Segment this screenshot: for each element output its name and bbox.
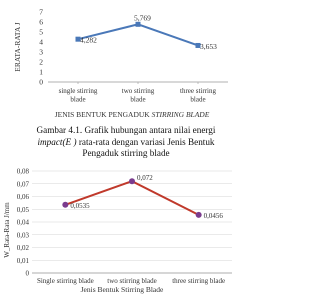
data-label: 0,0456 <box>203 211 223 220</box>
caption-line-2 <box>0 137 252 149</box>
y-tick-label: 1 <box>39 67 43 77</box>
caption-line-1: Gambar 4.1. Grafik hubungan antara nilai energi <box>36 125 216 135</box>
y-tick-label: 3 <box>39 47 43 57</box>
y-axis-title: ERATA-RATA J <box>13 22 22 72</box>
caption-line-2-rest: rata-rata dengan variasi Jenis Bentuk <box>76 136 215 147</box>
data-point <box>196 212 202 218</box>
x-tick-label: single stirring blade <box>58 87 98 104</box>
y-tick-label: 4 <box>39 37 43 47</box>
caption-line-3: Pengaduk stirring blade <box>82 148 170 158</box>
data-label: 5,769 <box>134 13 151 23</box>
y-tick-label: 0 <box>25 269 29 278</box>
y-tick-label: 0,02 <box>16 244 29 252</box>
x-axis-title: JENIS BENTUK PENGADUK STIRRING BLADE <box>54 110 210 119</box>
y-tick-label: 5 <box>39 27 43 37</box>
x-tick-label: three stirring blade <box>172 277 226 285</box>
y-tick-label: 0,06 <box>16 193 29 201</box>
x-tick-label: two stirring blade <box>121 87 155 104</box>
series-line <box>65 181 198 215</box>
y-tick-label: 0 <box>39 77 43 87</box>
y-tick-label: 0,05 <box>16 205 29 214</box>
figure-caption <box>0 125 252 160</box>
y-axis-title: W_Rata-Rata J/mm <box>3 202 11 258</box>
y-tick-label: 7 <box>39 7 43 17</box>
y-tick-label: 2 <box>39 57 43 67</box>
data-point <box>129 178 135 184</box>
data-point <box>136 22 141 27</box>
wear-chart <box>0 163 252 300</box>
data-point <box>62 202 68 208</box>
y-tick-label: 0,07 <box>16 180 29 189</box>
energy-chart <box>0 0 252 122</box>
data-label: 0,0535 <box>70 201 90 210</box>
data-label: 0,072 <box>137 174 153 183</box>
y-tick-label: 0,01 <box>16 256 29 265</box>
data-label: 3,653 <box>200 41 217 51</box>
y-tick-label: 0,08 <box>16 167 29 176</box>
caption-impact-term: impact(E ) <box>37 136 77 147</box>
y-tick-label: 0,04 <box>16 218 29 227</box>
x-tick-label: two stirring blade <box>107 277 157 285</box>
y-tick-label: 6 <box>39 17 43 27</box>
x-tick-label: Single stirring blade <box>36 277 94 285</box>
x-tick-label: three stirring blade <box>180 87 216 104</box>
data-label: 4,282 <box>80 35 97 45</box>
y-tick-label: 0,03 <box>16 231 29 240</box>
x-axis-title: Jenis Bentuk Stirring Blade <box>80 285 164 294</box>
